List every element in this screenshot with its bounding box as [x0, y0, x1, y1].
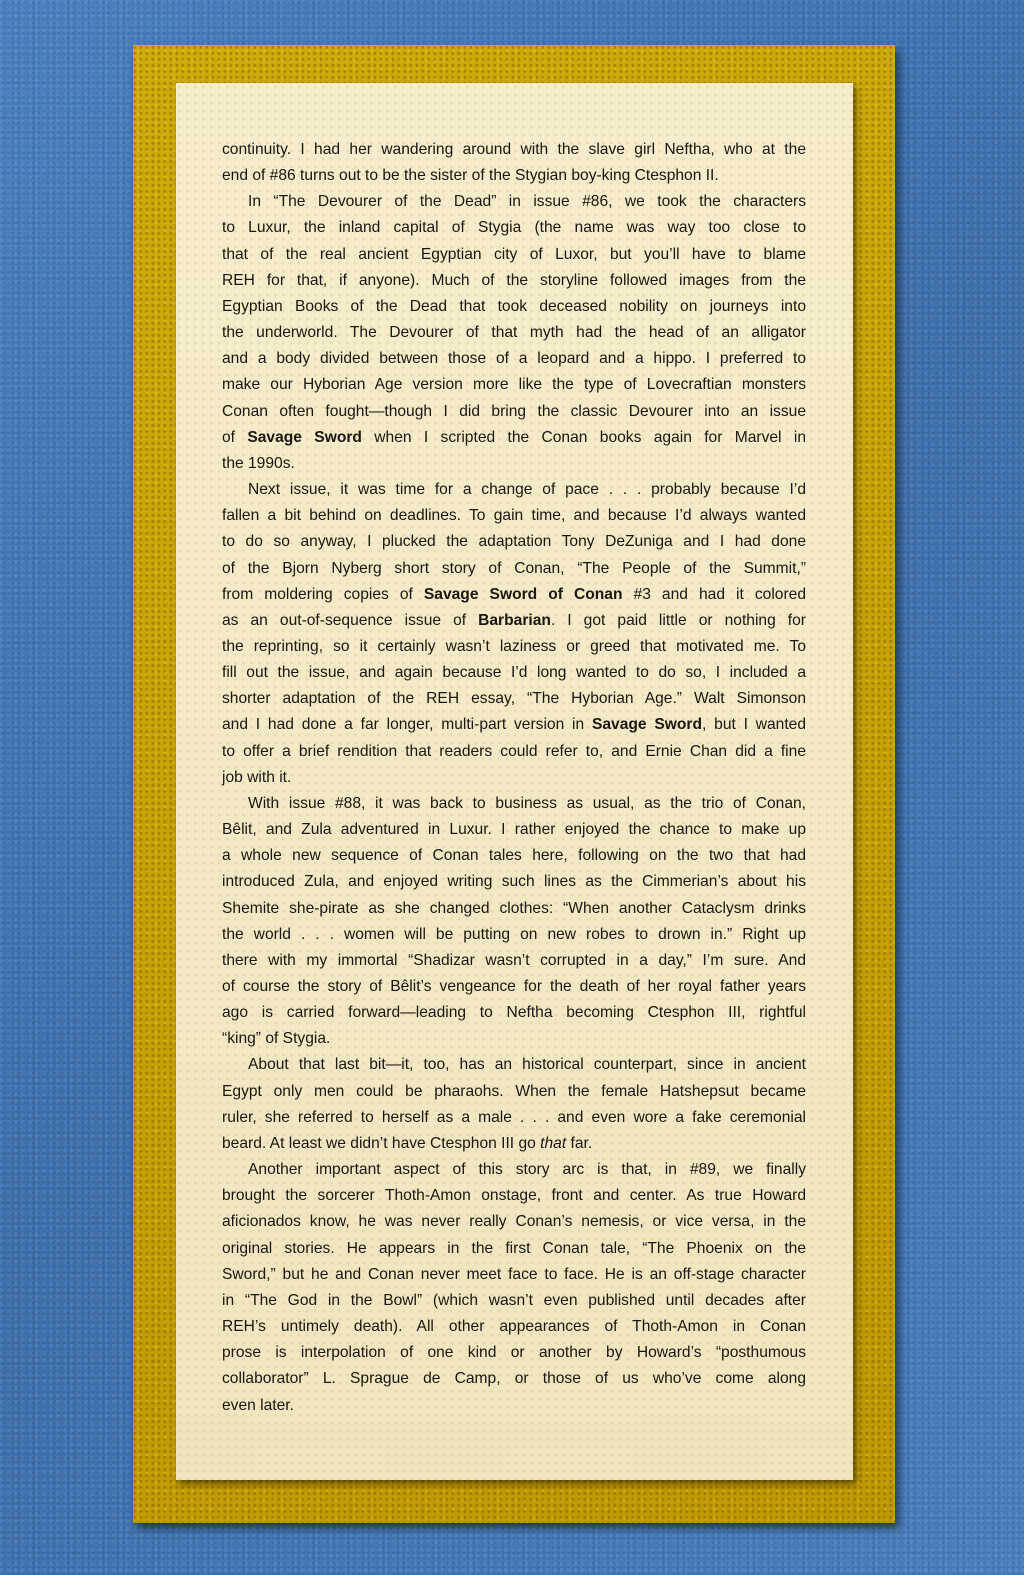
text-line: the 1990s. — [222, 454, 295, 472]
text-line: collaborator” L. Sprague de Camp, or those of us who’ve come along — [222, 1370, 806, 1388]
text-line: “king” of Stygia. — [222, 1030, 331, 1048]
text-line: to do so anyway, I plucked the adaptation Tony DeZuniga and I had done — [222, 533, 806, 551]
text-line: the reprinting, so it certainly wasn’t laziness or greed that motivated me. To — [222, 637, 806, 655]
text-line: job with it. — [222, 768, 292, 786]
text-line: to Luxur, the inland capital of Stygia (the name was way too close to — [222, 219, 806, 237]
text-line: even later. — [222, 1396, 294, 1414]
paragraph — [222, 1052, 806, 1157]
text-line: there with my immortal “Shadizar wasn’t corrupted in a day,” I’m sure. And — [222, 951, 806, 969]
text-line: of course the story of Bêlit’s vengeance for the death of her royal father years — [222, 978, 806, 995]
text-line: Another important aspect of this story arc is that, in #89, we finally — [248, 1161, 806, 1179]
text-line: of the Bjorn Nyberg short story of Conan, “The People of the Summit,” — [222, 559, 806, 577]
text-line: and a body divided between those of a leopard and a hippo. I preferred to — [222, 350, 806, 368]
text-line: introduced Zula, and enjoyed writing such lines as the Cimmerian’s about his — [222, 873, 806, 891]
text-line: make our Hyborian Age version more like the type of Lovecraftian monsters — [222, 376, 806, 394]
text-line: Conan often fought—though I did bring the classic Devourer into an issue — [222, 402, 806, 420]
text-line: shorter adaptation of the REH essay, “The Hyborian Age.” Walt Simonson — [222, 690, 806, 708]
text-line: prose is interpolation of one kind or another by Howard’s “posthumous — [222, 1344, 806, 1362]
text-line: aficionados know, he was never really Conan’s nemesis, or vice versa, in the — [222, 1213, 806, 1231]
text-line: original stories. He appears in the first Conan tale, “The Phoenix on the — [222, 1239, 806, 1257]
text-line: continuity. I had her wandering around with the slave girl Neftha, who at the — [222, 141, 806, 158]
text-line: Sword,” but he and Conan never meet face to face. He is an off-stage character — [222, 1265, 806, 1283]
text-line: to offer a brief rendition that readers could refer to, and Ernie Chan did a fine — [222, 742, 806, 760]
text-line: as an out-of-sequence issue of Barbarian. I got paid little or nothing for — [222, 611, 806, 629]
text-line: ago is carried forward—leading to Neftha becoming Ctesphon III, rightful — [222, 1004, 806, 1022]
paragraph — [222, 791, 806, 1053]
text-line: brought the sorcerer Thoth-Amon onstage, front and center. As true Howard — [222, 1187, 806, 1205]
text-line: fill out the issue, and again because I’d long wanted to do so, I included a — [222, 664, 806, 682]
text-line: end of #86 turns out to be the sister of the Stygian boy-king Ctesphon II. — [222, 167, 719, 185]
paragraph — [222, 1157, 806, 1419]
text-line: Shemite she-pirate as she changed clothes: “When another Cataclysm drinks — [222, 899, 806, 917]
text-line: beard. At least we didn’t have Ctesphon III go that far. — [222, 1134, 593, 1152]
article-body — [222, 137, 806, 1419]
text-line: that of the real ancient Egyptian city of Luxor, but you’ll have to blame — [222, 245, 806, 263]
text-line: Egypt only men could be pharaohs. When the female Hatshepsut became — [222, 1082, 806, 1100]
paragraph — [222, 477, 806, 791]
text-line: Egyptian Books of the Dead that took deceased nobility on journeys into — [222, 297, 806, 315]
text-line: from moldering copies of Savage Sword of Conan #3 and had it colored — [222, 585, 806, 603]
text-line: Bêlit, and Zula adventured in Luxur. I rather enjoyed the chance to make up — [222, 821, 806, 839]
text-line: and I had done a far longer, multi-part version in Savage Sword, but I wanted — [222, 716, 807, 734]
text-line: the world . . . women will be putting on new robes to drown in.” Right up — [222, 925, 806, 943]
text-line: ruler, she referred to herself as a male . . . and even wore a fake ceremonial — [222, 1108, 806, 1126]
text-line: REH’s untimely death). All other appearances of Thoth-Amon in Conan — [222, 1318, 806, 1336]
text-line: REH for that, if anyone). Much of the storyline followed images from the — [222, 271, 806, 289]
text-line: With issue #88, it was back to business as usual, as the trio of Conan, — [248, 794, 806, 812]
text-line: a whole new sequence of Conan tales here, following on the two that had — [222, 847, 806, 865]
text-line: in “The God in the Bowl” (which wasn’t even published until decades after — [222, 1291, 806, 1309]
paragraph — [222, 137, 806, 189]
text-line: In “The Devourer of the Dead” in issue #86, we took the characters — [248, 193, 806, 211]
paragraph — [222, 189, 806, 477]
text-line: About that last bit—it, too, has an historical counterpart, since in ancient — [248, 1056, 806, 1074]
text-line: Next issue, it was time for a change of pace . . . probably because I’d — [248, 481, 806, 499]
text-line: the underworld. The Devourer of that myth had the head of an alligator — [222, 324, 806, 342]
text-line: fallen a bit behind on deadlines. To gain time, and because I’d always wanted — [222, 507, 806, 525]
text-line: of Savage Sword when I scripted the Conan books again for Marvel in — [222, 428, 806, 446]
